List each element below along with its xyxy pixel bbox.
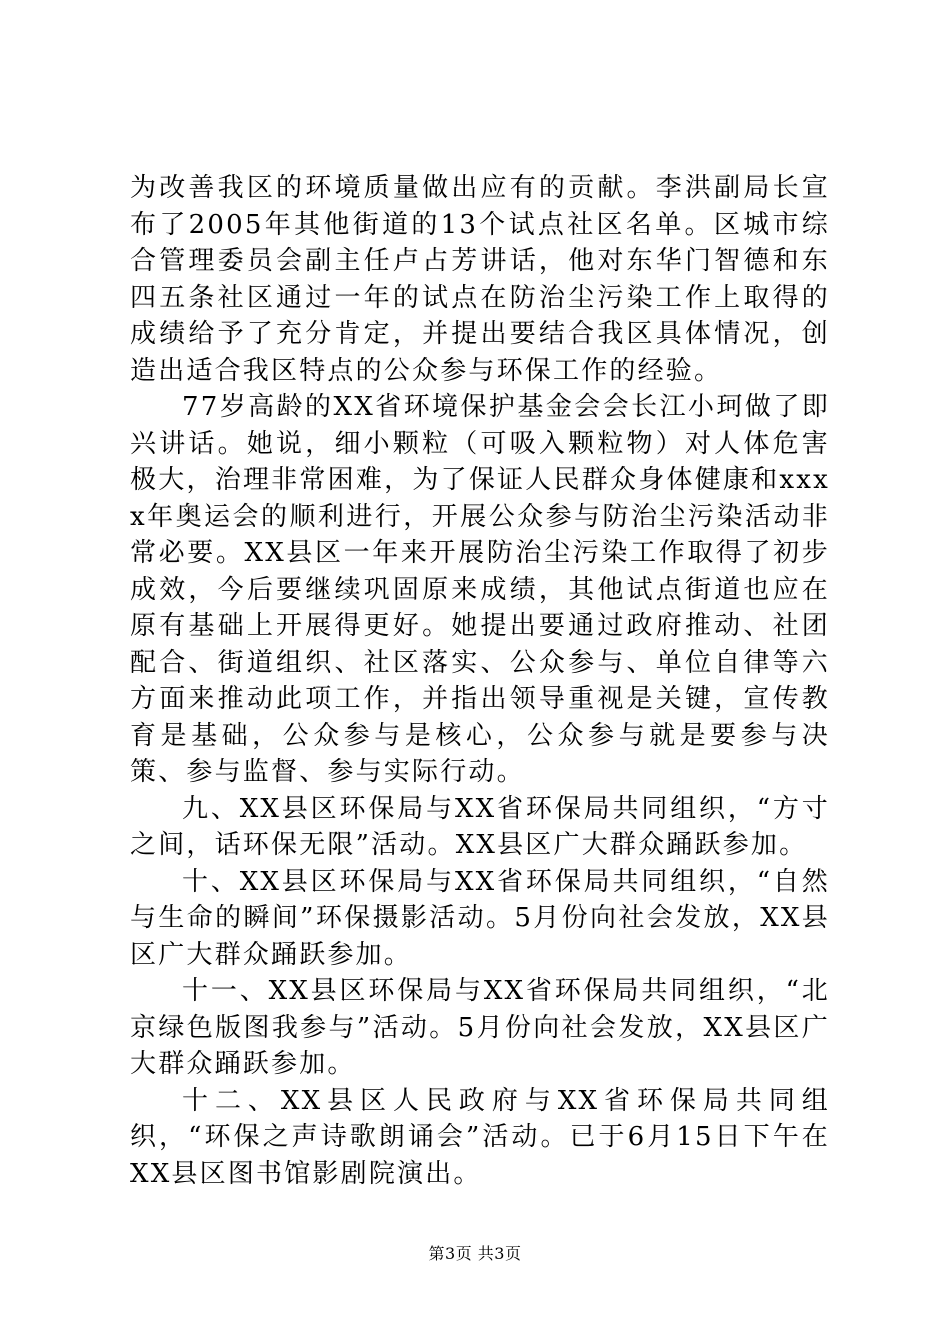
paragraph-6: 十二、XX县区人民政府与XX省环保局共同组织，“环保之声诗歌朗诵会”活动。已于6月15日下午在XX县区图书馆影剧院演出。 — [130, 1085, 830, 1189]
page-footer — [0, 1244, 950, 1264]
page-number-label: 第3页 共3页 — [428, 1244, 522, 1263]
document-body — [130, 170, 830, 1192]
paragraph-2: 77岁高龄的XX省环境保护基金会会长江小珂做了即兴讲话。她说，细小颗粒（可吸入颗粒物）对人体危害极大，治理非常困难，为了保证人民群众身体健康和xxxx年奥运会的顺利进行，开展公众参与防治尘污染活动非常必要。XX县区一年来开展防治尘污染工作取得了初步成效，今后要继续巩固原来成绩，其他试点街道也应在原有基础上开展得更好。她提出要通过政府推动、社团配合、街道组织、社区落实、公众参与、单位自律等六方面来推动此项工作，并指出领导重视是关键，宣传教育是基础，公众参与是核心，公众参与就是要参与决策、参与监督、参与实际行动。 — [130, 392, 830, 787]
paragraph-1: 为改善我区的环境质量做出应有的贡献。李洪副局长宣布了2005年其他街道的13个试点社区名单。区城市综合管理委员会副主任卢占芳讲话，他对东华门智德和东四五条社区通过一年的试点在防治尘污染工作上取得的成绩给予了充分肯定，并提出要结合我区具体情况，创造出适合我区特点的公众参与环保工作的经验。 — [130, 173, 830, 386]
paragraph-3: 九、XX县区环保局与XX省环保局共同组织，“方寸之间，话环保无限”活动。XX县区广大群众踊跃参加。 — [130, 793, 830, 860]
paragraph-5: 十一、XX县区环保局与XX省环保局共同组织，“北京绿色版图我参与”活动。5月份向社会发放，XX县区广大群众踊跃参加。 — [130, 976, 830, 1079]
paragraph-4: 十、XX县区环保局与XX省环保局共同组织，“自然与生命的瞬间”环保摄影活动。5月份向社会发放，XX县区广大群众踊跃参加。 — [130, 866, 830, 970]
